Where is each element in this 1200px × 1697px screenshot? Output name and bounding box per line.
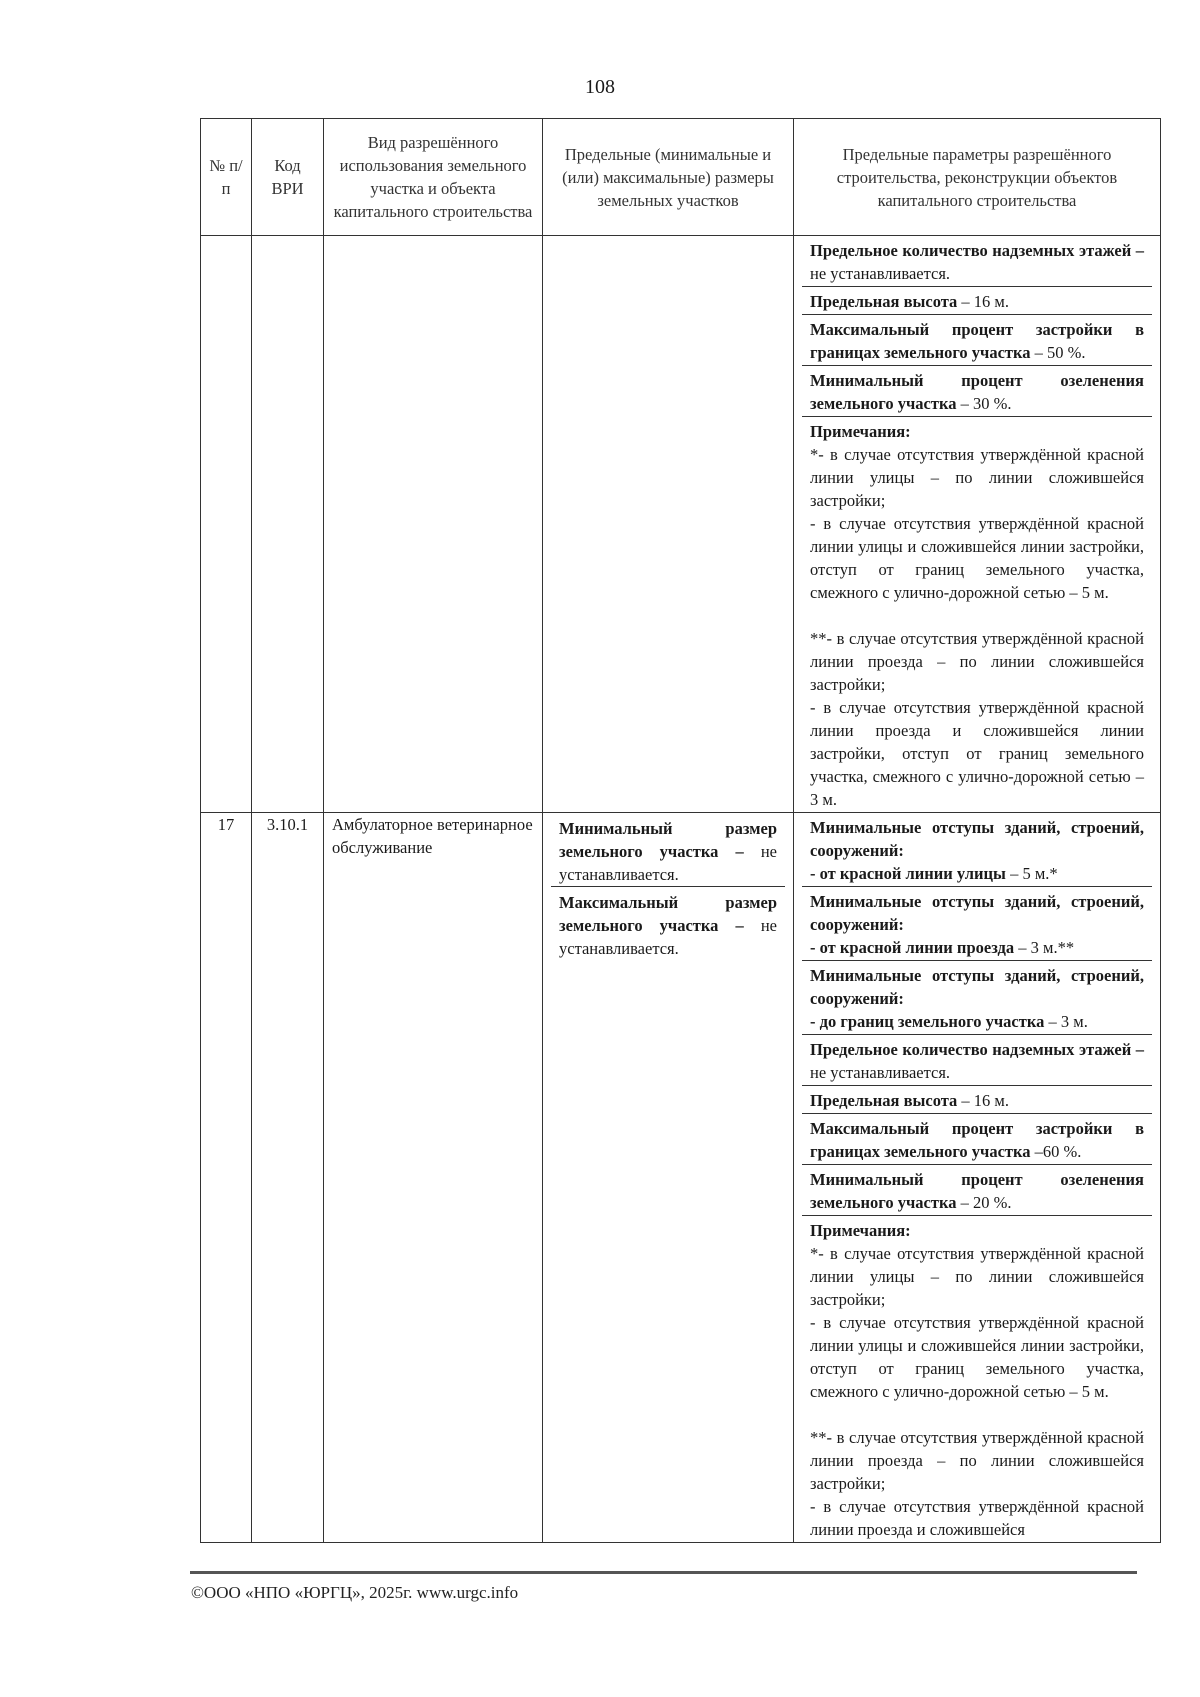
param-setback-street: Минимальные отступы зданий, строений, сооружений: - от красной линии улицы – 5 м.* xyxy=(802,813,1152,887)
param-floors: Предельное количество надземных этажей – не устанавливается. xyxy=(802,236,1152,287)
header-use: Вид разрешённого использования земельного участка и объекта капитального строительства xyxy=(324,119,543,236)
cell-params-continuation xyxy=(794,236,1161,813)
param-setback-driveway: Минимальные отступы зданий, строений, сооружений: - от красной линии проезда – 3 м.** xyxy=(802,887,1152,961)
param-build-percent: Максимальный процент застройки в границах земельного участка –60 %. xyxy=(802,1114,1152,1165)
param-green-percent: Минимальный процент озеленения земельного участка – 20 %. xyxy=(802,1165,1152,1216)
param-height: Предельная высота – 16 м. xyxy=(802,1086,1152,1114)
param-notes: Примечания: *- в случае отсутствия утверждённой красной линии улицы – по линии сложившейся застройки; - в случае отсутствия утверждённой красной линии улицы и сложившейся линии застройки, отступ от границ земельного участка, смежного с улично-дорожной сетью – 5 м. **- в случае отсутствия утверждённой красной линии проезда – по линии сложившейся застройки; - в случае отсутствия утверждённой красной линии проезда и сложившейся линии застройки, отступ от границ земельного участка, смежного с улично-дорожной сетью – 3 м. xyxy=(810,422,1144,809)
header-code: Код ВРИ xyxy=(252,119,324,236)
param-setback-boundary: Минимальные отступы зданий, строений, сооружений: - до границ земельного участка – 3 м. xyxy=(802,961,1152,1035)
param-notes: Примечания: *- в случае отсутствия утверждённой красной линии улицы – по линии сложившейся застройки; - в случае отсутствия утверждённой красной линии улицы и сложившейся линии застройки, отступ от границ земельного участка, смежного с улично-дорожной сетью – 5 м. **- в случае отсутствия утверждённой красной линии проезда – по линии сложившейся застройки; - в случае отсутствия утверждённой красной линии проезда и сложившейся xyxy=(810,1221,1144,1539)
zoning-parameters-table xyxy=(200,118,1161,1543)
cell-code: 3.10.1 xyxy=(252,813,324,1543)
table-row-17 xyxy=(201,813,1161,1543)
page-number: 108 xyxy=(585,76,615,98)
table-header-row xyxy=(201,119,1161,236)
cell-sizes xyxy=(543,813,794,1543)
header-params: Предельные параметры разрешённого строительства, реконструкции объектов капитального строительства xyxy=(794,119,1161,236)
param-floors: Предельное количество надземных этажей – не устанавливается. xyxy=(802,1035,1152,1086)
table-row-continuation xyxy=(201,236,1161,813)
cell-num-empty xyxy=(201,236,252,813)
cell-sizes-empty xyxy=(543,236,794,813)
cell-use-empty xyxy=(324,236,543,813)
min-size: Минимальный размер земельного участка – не устанавливается. xyxy=(551,813,785,887)
param-height: Предельная высота – 16 м. xyxy=(802,287,1152,315)
footer-copyright: ©ООО «НПО «ЮРГЦ», 2025г. www.urgc.info xyxy=(191,1583,519,1602)
header-sizes: Предельные (минимальные и (или) максимальные) размеры земельных участков xyxy=(543,119,794,236)
param-green-percent: Минимальный процент озеленения земельного участка – 30 %. xyxy=(802,366,1152,417)
footer-divider xyxy=(190,1571,1137,1574)
param-build-percent: Максимальный процент застройки в границах земельного участка – 50 %. xyxy=(802,315,1152,366)
cell-num: 17 xyxy=(201,813,252,1543)
cell-use: Амбулаторное ветеринарное обслуживание xyxy=(324,813,543,1543)
header-num: № п/п xyxy=(201,119,252,236)
max-size: Максимальный размер земельного участка – не устанавливается. xyxy=(559,893,777,958)
cell-params xyxy=(794,813,1161,1543)
cell-code-empty xyxy=(252,236,324,813)
